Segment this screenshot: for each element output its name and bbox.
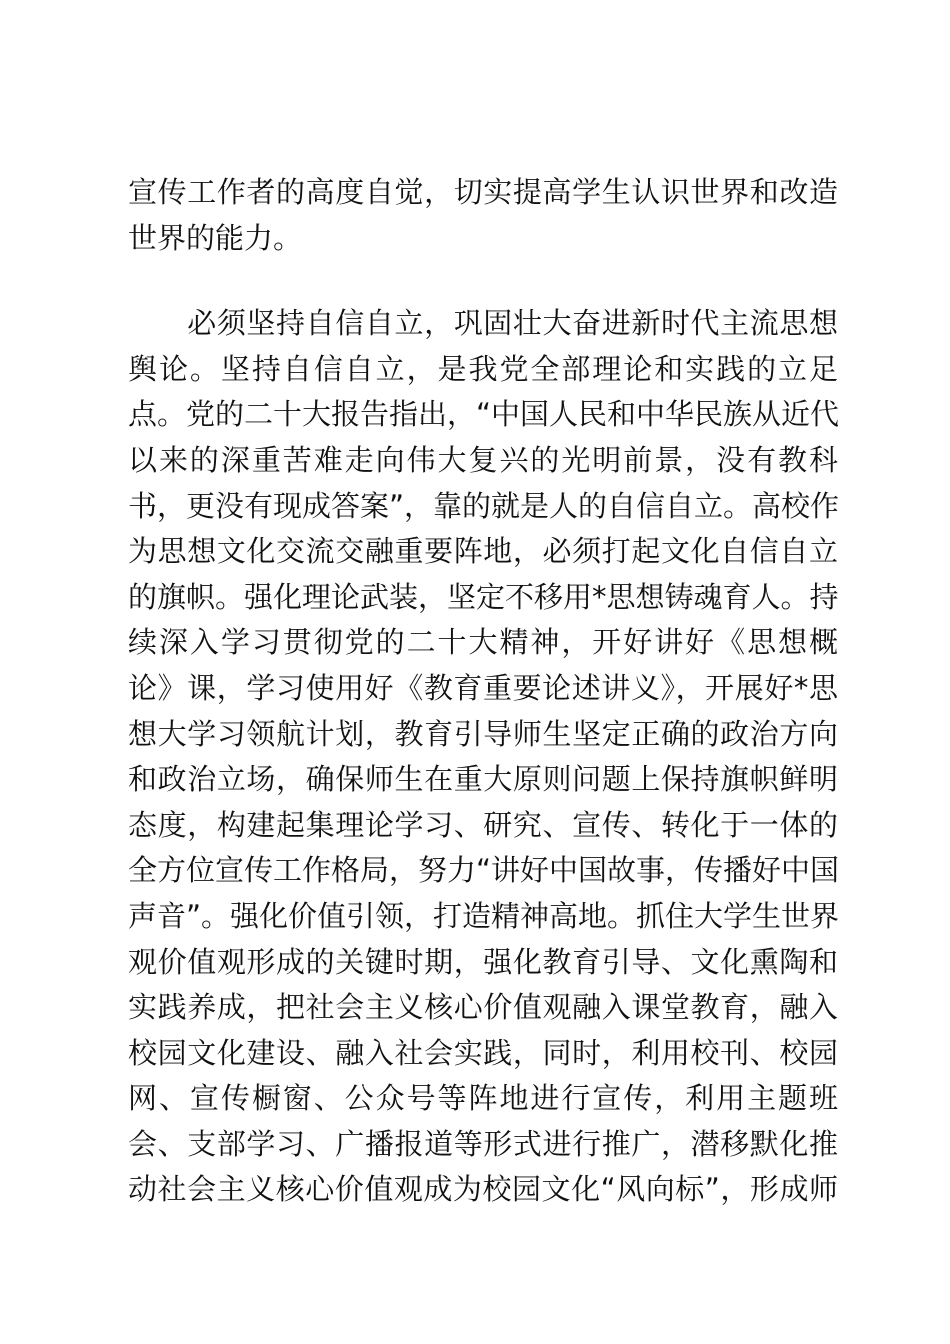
text-line: 声音”。强化价值引领，打造精神高地。抓住大学生世界 xyxy=(128,898,840,933)
text-line: 实践养成，把社会主义核心价值观融入课堂教育，融入 xyxy=(128,990,838,1025)
text-line: 续深入学习贯彻党的二十大精神，开好讲好《思想概 xyxy=(128,625,838,660)
text-line: 必须坚持自信自立，巩固壮大奋进新时代主流思想 xyxy=(128,306,838,341)
paragraph-1 xyxy=(128,170,838,261)
text-line: 校园文化建设、融入社会实践，同时，利用校刊、校园 xyxy=(128,1035,838,1070)
text-line: 全方位宣传工作格局，努力“讲好中国故事，传播好中国 xyxy=(128,853,840,888)
text-line: 和政治立场，确保师生在重大原则问题上保持旗帜鲜明 xyxy=(128,762,838,797)
text-line: 论》课，学习使用好《教育重要论述讲义》，开展好*思 xyxy=(128,670,838,705)
text-line: 会、支部学习、广播报道等形式进行推广，潜移默化推 xyxy=(128,1126,838,1161)
text-line: 观价值观形成的关键时期，强化教育引导、文化熏陶和 xyxy=(128,944,838,979)
text-line: 舆论。坚持自信自立，是我党全部理论和实践的立足 xyxy=(128,351,838,386)
text-line: 世界的能力。 xyxy=(128,220,303,255)
text-line: 想大学习领航计划，教育引导师生坚定正确的政治方向 xyxy=(128,716,838,751)
text-line: 的旗帜。强化理论武装，坚定不移用*思想铸魂育人。持 xyxy=(128,579,839,614)
text-line: 为思想文化交流交融重要阵地，必须打起文化自信自立 xyxy=(128,534,838,569)
text-line: 书，更没有现成答案”，靠的就是人的自信自立。高校作 xyxy=(128,488,840,523)
text-line: 宣传工作者的高度自觉，切实提高学生认识世界和改造 xyxy=(128,175,838,209)
text-line: 动社会主义核心价值观成为校园文化“风向标”，形成师 xyxy=(128,1172,838,1207)
paragraph-gap xyxy=(128,261,838,301)
text-line: 以来的深重苦难走向伟大复兴的光明前景，没有教科 xyxy=(128,442,838,477)
paragraph-2 xyxy=(128,301,838,1213)
text-line: 网、宣传橱窗、公众号等阵地进行宣传，利用主题班 xyxy=(128,1081,838,1116)
text-line: 态度，构建起集理论学习、研究、宣传、转化于一体的 xyxy=(128,807,838,842)
document-body xyxy=(128,170,838,1213)
text-line: 点。党的二十大报告指出，“中国人民和中华民族从近代 xyxy=(128,397,840,432)
